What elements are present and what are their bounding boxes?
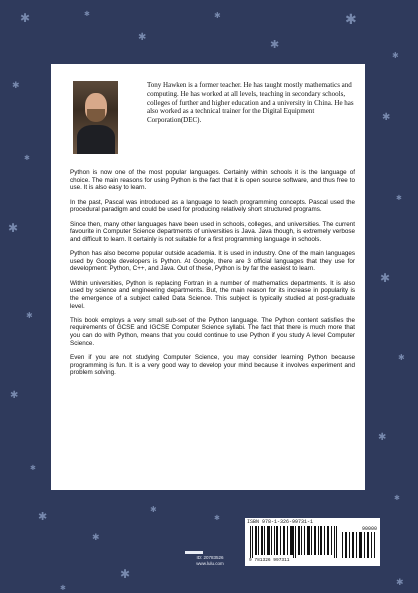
- svg-text:✱: ✱: [38, 510, 48, 523]
- publisher-logo-icon: [185, 550, 203, 555]
- back-cover-panel: [51, 64, 365, 490]
- isbn-digits: 9 781326 997311: [249, 558, 290, 563]
- svg-text:✱: ✱: [12, 81, 20, 91]
- blurb-paragraph: This book employs a very small sub-set of the Python language. The Python content satisfies the requirements of GCSE and IGCSE Computer Science syllabi. The fact that there is much more that you can do with Python, means that you could continue to use Python if you study A level Computer Science.: [70, 316, 355, 347]
- svg-text:✱: ✱: [30, 464, 36, 472]
- blurb-text: [70, 169, 355, 384]
- svg-text:✱: ✱: [392, 51, 399, 60]
- author-beard: [87, 109, 105, 122]
- blurb-paragraph: In the past, Pascal was introduced as a language to teach programming concepts. Pascal used the procedural paradigm and could be used for producing relatively short structured programs.: [70, 198, 355, 214]
- svg-text:✱: ✱: [150, 505, 157, 514]
- svg-text:✱: ✱: [26, 311, 33, 320]
- svg-text:✱: ✱: [84, 10, 90, 18]
- blurb-paragraph: Since then, many other languages have been used in schools, colleges, and universities. The current favourite in Computer Science departments of universities is Java. Java though, is extremely verbose and difficult to learn. It certainly is not suitable for a first programming language in schools.: [70, 220, 355, 243]
- svg-text:✱: ✱: [214, 514, 220, 522]
- svg-text:✱: ✱: [382, 112, 391, 123]
- author-bio: Tony Hawken is a former teacher. He has taught mostly mathematics and computing. He has worked at all levels, teaching in secondary schools, colleges of further and higher education and a university in China. He has also worked as a technical trainer for the Digital Equipment Corporation(DEC).: [147, 81, 354, 125]
- publisher-imprint: [185, 555, 235, 566]
- svg-text:✱: ✱: [396, 578, 404, 588]
- svg-text:✱: ✱: [394, 494, 400, 502]
- svg-text:✱: ✱: [20, 11, 31, 25]
- svg-text:✱: ✱: [270, 38, 280, 51]
- blurb-paragraph: Python has also become popular outside academia. It is used in industry. One of the main languages used by Google developers is Python. At Google, there are 3 official languages that they use for development: Python, C++, and Java. Out of these, Python is by far the easiest to learn.: [70, 250, 355, 273]
- isbn-barcode: [245, 518, 380, 566]
- author-photo: [73, 81, 118, 154]
- isbn-label: ISBN 978-1-326-99731-1: [247, 519, 314, 525]
- svg-text:✱: ✱: [60, 584, 66, 592]
- svg-text:✱: ✱: [92, 533, 100, 543]
- svg-text:✱: ✱: [398, 353, 405, 362]
- blurb-paragraph: Even if you are not studying Computer Science, you may consider learning Python because programming is fun. It is a very good way to develop your mind because it involves experiment and problem solving.: [70, 354, 355, 377]
- author-shoulders: [77, 125, 115, 154]
- blurb-paragraph: Python is now one of the most popular languages. Certainly within schools it is the language of choice. The main reasons for using Python is the fact that it is open source software, and thus free to use. It is also easy to learn.: [70, 169, 355, 192]
- addon-barcode-bars: [342, 532, 376, 558]
- svg-text:✱: ✱: [8, 221, 19, 235]
- barcode-bars: [250, 526, 338, 558]
- svg-text:✱: ✱: [378, 432, 387, 443]
- publisher-site: www.lulu.com: [196, 560, 224, 566]
- svg-text:✱: ✱: [138, 32, 147, 43]
- svg-text:✱: ✱: [10, 390, 19, 401]
- svg-text:✱: ✱: [120, 567, 131, 581]
- svg-text:✱: ✱: [380, 271, 391, 285]
- blurb-paragraph: Within universities, Python is replacing Fortran in a number of mathematics departments. It is also used by science and engineering departments. But, the main reason for its increase in popularity is the emergence of a subject called Data Science. This subject is typically studied at post-graduate level.: [70, 279, 355, 310]
- price-code: 90000: [361, 526, 377, 532]
- svg-text:✱: ✱: [214, 11, 221, 20]
- svg-text:✱: ✱: [396, 194, 402, 202]
- publisher-id: ID: 20783526: [196, 555, 224, 560]
- svg-text:✱: ✱: [24, 154, 30, 162]
- svg-text:✱: ✱: [345, 12, 357, 28]
